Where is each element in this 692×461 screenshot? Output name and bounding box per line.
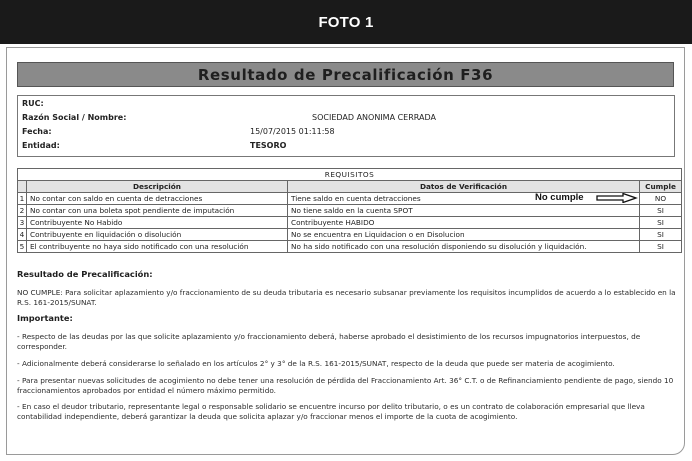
row-cumple: SI xyxy=(640,229,682,241)
table-row xyxy=(18,205,682,217)
resultado-text: NO CUMPLE: Para solicitar aplazamiento y/o fraccionamiento de su deuda tributaria es necesario subsanar previamente los requisitos incumplidos de acuerdo a lo establecido en la R.S. 161-2015/SUNAT. xyxy=(17,288,676,307)
razon-label: Razón Social / Nombre: xyxy=(22,113,127,122)
row-datos: No se encuentra en Liquidacion o en Disolucion xyxy=(288,229,640,241)
importante-item: - Adicionalmente deberá considerarse lo señalado en los artículos 2° y 3° de la R.S. 161-2015/SUNAT, respecto de la deuda que puede ser materia de acogimiento. xyxy=(17,359,615,368)
entidad-row xyxy=(22,141,662,150)
row-number: 5 xyxy=(18,241,27,253)
ruc-row xyxy=(22,99,44,108)
importante-item: - Respecto de las deudas por las que solicite aplazamiento y/o fraccionamiento deberá, haberse aprobado el desistimiento de los recursos impugnatorios interpuestos, de corresponder. xyxy=(17,332,641,351)
row-number: 2 xyxy=(18,205,27,217)
razon-value: SOCIEDAD ANONIMA CERRADA xyxy=(312,113,436,122)
taxpayer-info-box xyxy=(17,95,675,157)
table-row xyxy=(18,193,682,205)
row-number: 3 xyxy=(18,217,27,229)
photo-header-bar xyxy=(0,0,692,44)
row-number: 4 xyxy=(18,229,27,241)
header-datos: Datos de Verificación xyxy=(288,181,640,193)
row-number: 1 xyxy=(18,193,27,205)
photo-label: FOTO 1 xyxy=(318,13,374,31)
header-number xyxy=(18,181,27,193)
entidad-value: TESORO xyxy=(250,141,287,150)
document-frame xyxy=(6,47,685,455)
importante-item: - Para presentar nuevas solicitudes de acogimiento no debe tener una resolución de pérdida del Fraccionamiento Art. 36° C.T. o de Refinanciamiento pendiente de pago, siendo 10 fraccionamientos aprobados por entidad el número máximo permitido. xyxy=(17,376,674,395)
fecha-row xyxy=(22,127,662,136)
report-title: Resultado de Precalificación F36 xyxy=(197,65,494,84)
row-descripcion: Contribuyente en liquidación o disolución xyxy=(27,229,288,241)
row-descripcion: No contar con saldo en cuenta de detracciones xyxy=(27,193,288,205)
requisitos-table xyxy=(17,168,682,253)
row-datos: Contribuyente HABIDO xyxy=(288,217,640,229)
no-cumple-annotation: No cumple xyxy=(535,192,584,203)
row-cumple: SI xyxy=(640,217,682,229)
row-cumple: NO xyxy=(640,193,682,205)
row-datos xyxy=(288,193,640,205)
row-datos-text: Tiene saldo en cuenta detracciones xyxy=(291,193,421,203)
header-descripcion: Descripción xyxy=(27,181,288,193)
razon-row xyxy=(22,113,662,122)
row-descripcion: El contribuyente no haya sido notificado con una resolución xyxy=(27,241,288,253)
table-row xyxy=(18,217,682,229)
row-descripcion: Contribuyente No Habido xyxy=(27,217,288,229)
resultado-heading: Resultado de Precalificación: xyxy=(17,269,153,279)
row-cumple: SI xyxy=(640,205,682,217)
ruc-label: RUC: xyxy=(22,99,44,108)
row-descripcion: No contar con una boleta spot pendiente de imputación xyxy=(27,205,288,217)
row-datos: No tiene saldo en la cuenta SPOT xyxy=(288,205,640,217)
table-row xyxy=(18,241,682,253)
row-cumple: SI xyxy=(640,241,682,253)
table-row xyxy=(18,229,682,241)
report-title-banner xyxy=(17,62,674,87)
right-arrow-icon xyxy=(596,193,638,203)
fecha-label: Fecha: xyxy=(22,127,52,136)
header-cumple: Cumple xyxy=(640,181,682,193)
fecha-value: 15/07/2015 01:11:58 xyxy=(250,127,335,136)
entidad-label: Entidad: xyxy=(22,141,60,150)
importante-heading: Importante: xyxy=(17,313,73,323)
row-datos: No ha sido notificado con una resolución disponiendo su disolución y liquidación. xyxy=(288,241,640,253)
requisitos-caption: REQUISITOS xyxy=(18,169,682,181)
importante-item: - En caso el deudor tributario, representante legal o responsable solidario se encuentre incurso por delito tributario, o es un contrato de colaboración empresarial que lleva contabilidad independiente, deberá garantizar la deuda que solicita aplazar y/o fraccionar menos el importe de la cuota de acogimiento. xyxy=(17,402,645,421)
